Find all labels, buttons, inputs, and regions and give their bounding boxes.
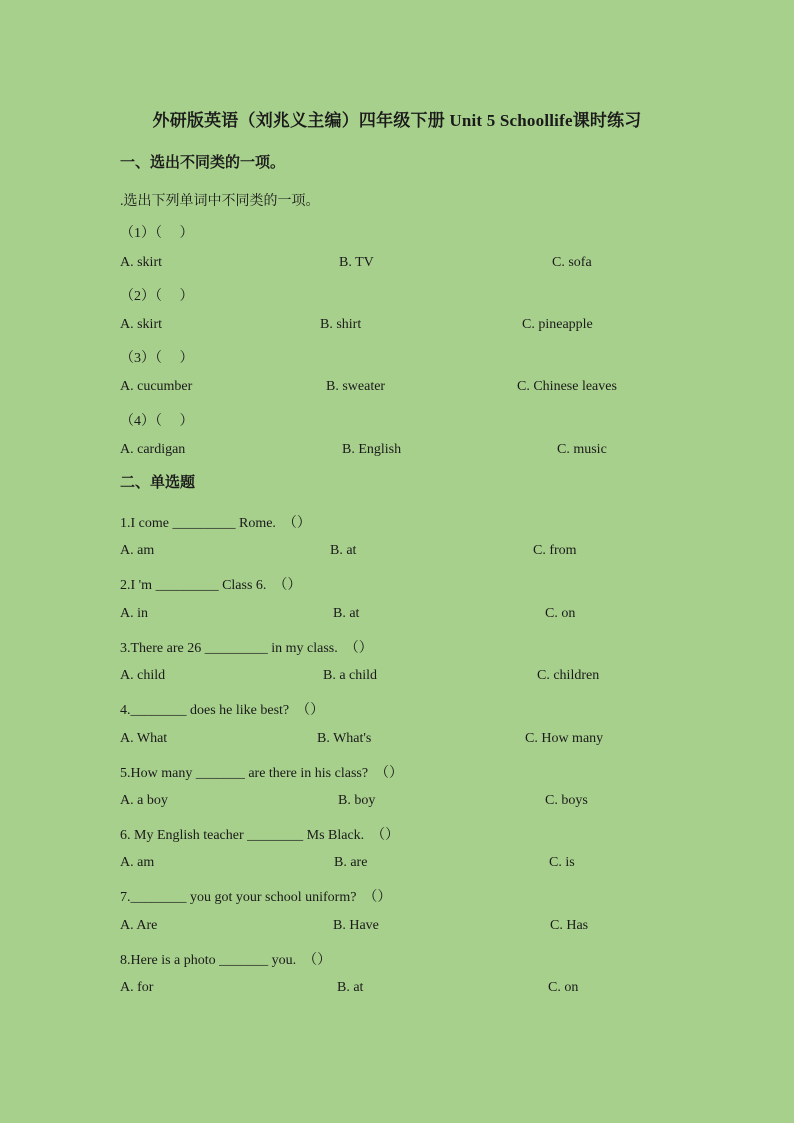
s1-q3-number: （3）（ ） (120, 351, 194, 366)
s1-q3-option-c: C. Chinese leaves (517, 379, 617, 394)
s2-q5-option-a: A. a boy (120, 793, 168, 808)
s2-q1-stem: 1.I come _________ Rome. （） (120, 516, 311, 531)
s2-q7-option-a: A. Are (120, 918, 158, 933)
s2-q4-option-b: B. What's (317, 731, 372, 746)
s1-q1-option-c: C. sofa (552, 255, 592, 270)
s2-q6-option-b: B. are (334, 855, 368, 870)
s2-q2-option-b: B. at (333, 606, 360, 621)
s2-q4-stem: 4.________ does he like best? （） (120, 703, 325, 718)
s1-q4-option-c: C. music (557, 442, 607, 457)
s2-q1-option-c: C. from (533, 543, 577, 558)
s2-q3-option-a: A. child (120, 668, 166, 683)
page-title: 外研版英语（刘兆义主编）四年级下册 Unit 5 Schoollife课时练习 (152, 111, 642, 130)
s2-q4-option-a: A. What (120, 731, 168, 746)
s2-q7-option-c: C. Has (550, 918, 589, 933)
s2-q2-option-c: C. on (545, 606, 576, 621)
s2-q4-option-c: C. How many (525, 731, 604, 746)
s2-q8-stem: 8.Here is a photo _______ you. （） (120, 953, 332, 968)
s1-q1-number: （1）（ ） (120, 226, 194, 241)
s1-q2-number: （2）（ ） (120, 289, 194, 304)
s1-q1-option-b: B. TV (339, 255, 374, 270)
s2-q2-stem: 2.I 'm _________ Class 6. （） (120, 578, 302, 593)
s1-q2-option-a: A. skirt (120, 317, 162, 332)
s1-q3-option-a: A. cucumber (120, 379, 193, 394)
s1-q4-option-b: B. English (342, 442, 402, 457)
s2-q3-option-b: B. a child (323, 668, 378, 683)
section-2-heading: 二、单选题 (120, 475, 196, 491)
s1-q1-option-a: A. skirt (120, 255, 162, 270)
s2-q1-option-b: B. at (330, 543, 357, 558)
s2-q8-option-a: A. for (120, 980, 154, 995)
s2-q6-option-a: A. am (120, 855, 155, 870)
section-1-instruction: .选出下列单词中不同类的一项。 (120, 194, 320, 209)
s1-q4-number: （4）（ ） (120, 414, 194, 429)
s2-q7-stem: 7.________ you got your school uniform? （） (120, 890, 392, 905)
s2-q2-option-a: A. in (120, 606, 148, 621)
s2-q6-stem: 6. My English teacher ________ Ms Black. （） (120, 828, 400, 843)
s2-q5-option-b: B. boy (338, 793, 376, 808)
s2-q8-option-b: B. at (337, 980, 364, 995)
s1-q2-option-b: B. shirt (320, 317, 362, 332)
s2-q3-option-c: C. children (537, 668, 600, 683)
s2-q8-option-c: C. on (548, 980, 579, 995)
s1-q2-option-c: C. pineapple (522, 317, 593, 332)
s1-q4-option-a: A. cardigan (120, 442, 186, 457)
s2-q1-option-a: A. am (120, 543, 155, 558)
s2-q6-option-c: C. is (549, 855, 575, 870)
section-1-heading: 一、选出不同类的一项。 (120, 155, 286, 171)
s2-q7-option-b: B. Have (333, 918, 379, 933)
s1-q3-option-b: B. sweater (326, 379, 386, 394)
s2-q5-stem: 5.How many _______ are there in his class? （） (120, 766, 404, 781)
s2-q5-option-c: C. boys (545, 793, 588, 808)
s2-q3-stem: 3.There are 26 _________ in my class. （） (120, 641, 373, 656)
